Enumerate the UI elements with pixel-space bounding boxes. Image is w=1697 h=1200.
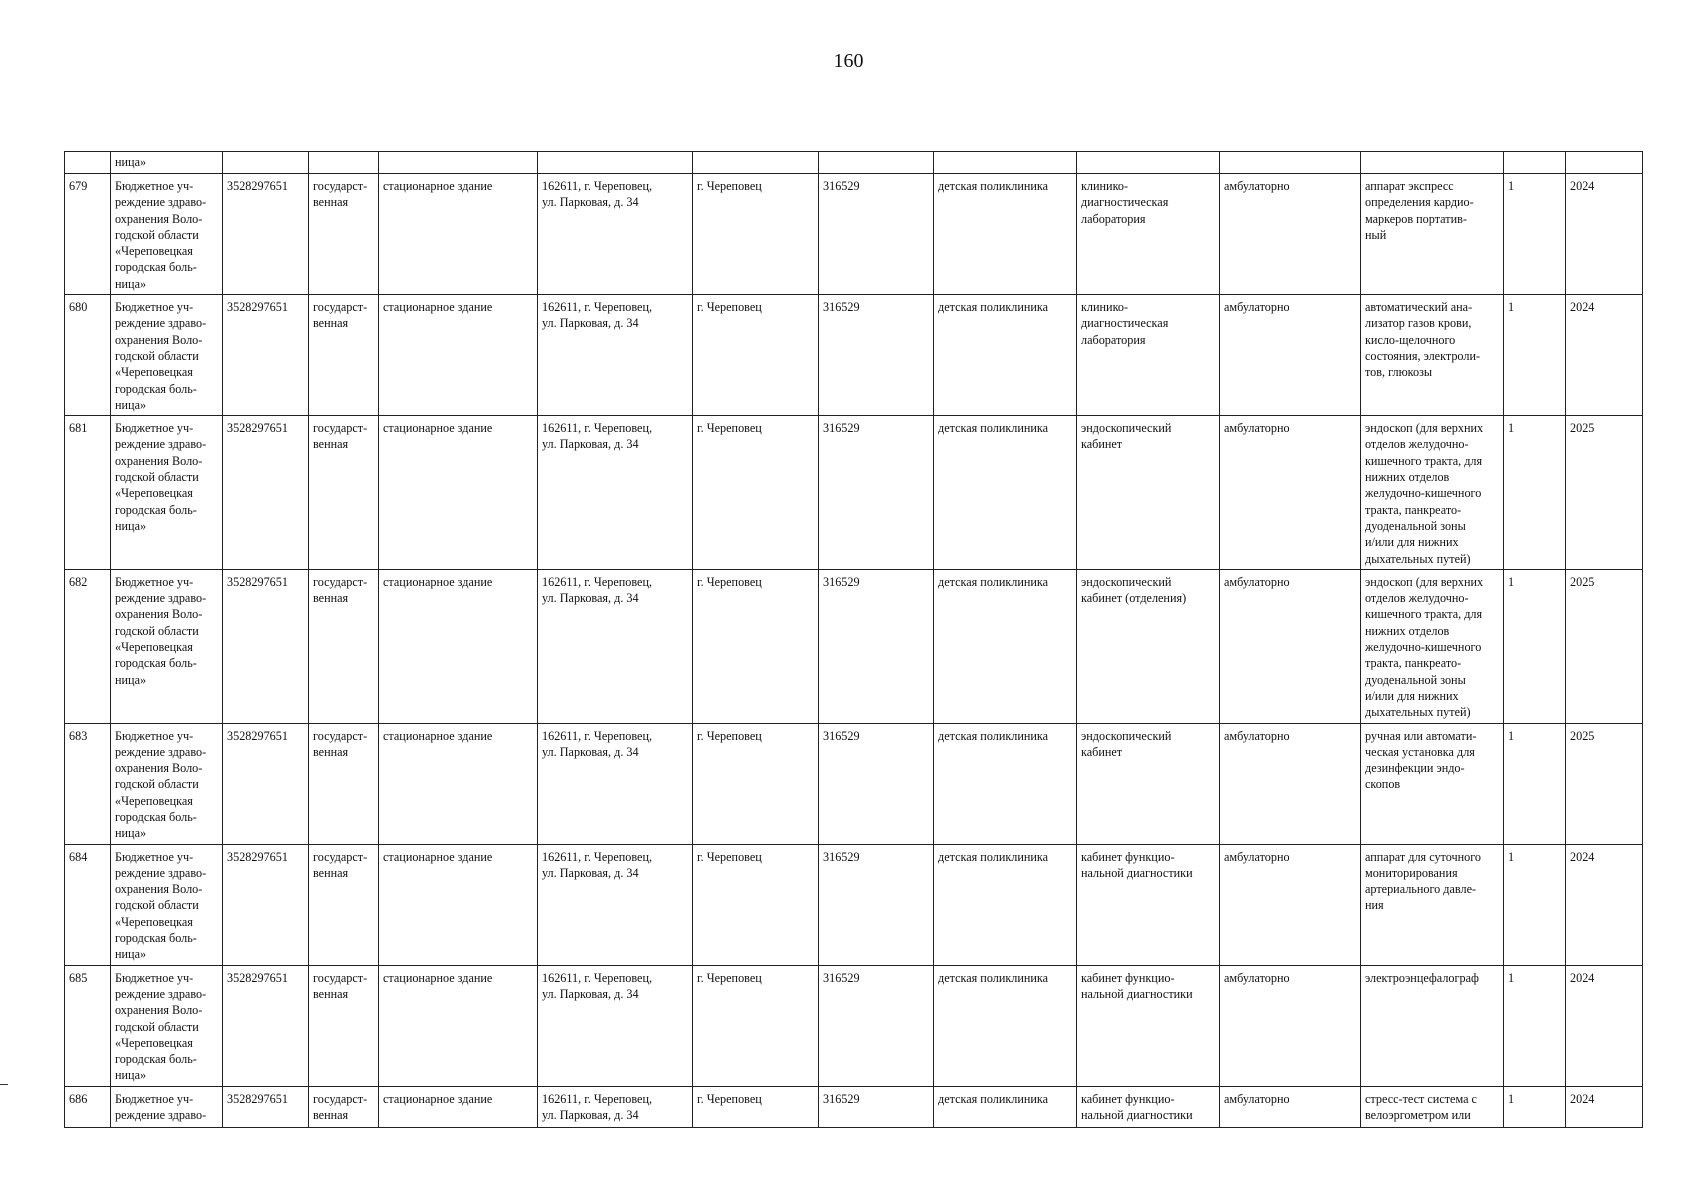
cell-address: 162611, г. Череповец, ул. Парковая, д. 34 — [538, 295, 693, 416]
cell-name: Бюджетное уч- реждение здраво- охранения Воло- годской области «Череповецкая городская боль- ница» — [111, 965, 223, 1086]
page-number: 160 — [833, 50, 864, 72]
cell-city — [693, 152, 819, 174]
cell-address: 162611, г. Череповец, ул. Парковая, д. 34 — [538, 844, 693, 965]
cell-building: стационарное здание — [379, 1086, 538, 1127]
margin-mark — [0, 1084, 8, 1085]
table-row — [65, 844, 1643, 965]
cell-building: стационарное здание — [379, 844, 538, 965]
cell-mode: амбулаторно — [1220, 723, 1361, 844]
cell-mode: амбулаторно — [1220, 844, 1361, 965]
cell-name: Бюджетное уч- реждение здраво- охранения Воло- годской области «Череповецкая городская боль- ница» — [111, 569, 223, 723]
cell-equipment: автоматический ана- лизатор газов крови, кисло-щелочного состояния, электроли- тов, глюкозы — [1361, 295, 1504, 416]
cell-qty: 1 — [1504, 723, 1566, 844]
cell-building: стационарное здание — [379, 174, 538, 295]
table-row — [65, 416, 1643, 570]
cell-city: г. Череповец — [693, 569, 819, 723]
cell-facility: детская поликлиника — [934, 569, 1077, 723]
cell-name: Бюджетное уч- реждение здраво- — [111, 1086, 223, 1127]
cell-inn: 3528297651 — [223, 295, 309, 416]
cell-qty: 1 — [1504, 174, 1566, 295]
cell-num: 680 — [65, 295, 111, 416]
cell-code: 316529 — [819, 569, 934, 723]
cell-unit: кабинет функцио- нальной диагностики — [1077, 1086, 1220, 1127]
cell-equipment: ручная или автомати- ческая установка для дезинфекции эндо- скопов — [1361, 723, 1504, 844]
cell-ownership: государст- венная — [309, 174, 379, 295]
table-row — [65, 723, 1643, 844]
cell-address: 162611, г. Череповец, ул. Парковая, д. 34 — [538, 569, 693, 723]
cell-inn: 3528297651 — [223, 965, 309, 1086]
cell-equipment: эндоскоп (для верхних отделов желудочно- кишечного тракта, для нижних отделов желудочно-кишечного тракта, панкреато- дуоденальной зоны и/или для нижних дыхательных путей) — [1361, 569, 1504, 723]
cell-unit: клинико- диагностическая лаборатория — [1077, 295, 1220, 416]
cell-inn: 3528297651 — [223, 723, 309, 844]
cell-num: 683 — [65, 723, 111, 844]
cell-name: ница» — [111, 152, 223, 174]
cell-mode — [1220, 152, 1361, 174]
cell-mode: амбулаторно — [1220, 569, 1361, 723]
cell-city: г. Череповец — [693, 174, 819, 295]
cell-code: 316529 — [819, 844, 934, 965]
cell-mode: амбулаторно — [1220, 295, 1361, 416]
cell-num: 682 — [65, 569, 111, 723]
cell-unit: эндоскопический кабинет — [1077, 723, 1220, 844]
cell-address: 162611, г. Череповец, ул. Парковая, д. 34 — [538, 416, 693, 570]
cell-num: 684 — [65, 844, 111, 965]
cell-year: 2024 — [1566, 1086, 1643, 1127]
cell-inn — [223, 152, 309, 174]
cell-name: Бюджетное уч- реждение здраво- охранения Воло- годской области «Череповецкая городская боль- ница» — [111, 844, 223, 965]
cell-qty — [1504, 152, 1566, 174]
cell-mode: амбулаторно — [1220, 416, 1361, 570]
cell-num: 681 — [65, 416, 111, 570]
table-row — [65, 965, 1643, 1086]
cell-building: стационарное здание — [379, 965, 538, 1086]
cell-inn: 3528297651 — [223, 174, 309, 295]
cell-code: 316529 — [819, 965, 934, 1086]
cell-code: 316529 — [819, 723, 934, 844]
cell-facility: детская поликлиника — [934, 295, 1077, 416]
cell-equipment: стресс-тест система с велоэргометром или — [1361, 1086, 1504, 1127]
cell-year — [1566, 152, 1643, 174]
cell-inn: 3528297651 — [223, 416, 309, 570]
cell-city: г. Череповец — [693, 295, 819, 416]
cell-city: г. Череповец — [693, 965, 819, 1086]
equipment-table — [64, 151, 1643, 1128]
cell-name: Бюджетное уч- реждение здраво- охранения Воло- годской области «Череповецкая городская боль- ница» — [111, 723, 223, 844]
cell-unit: клинико- диагностическая лаборатория — [1077, 174, 1220, 295]
cell-equipment — [1361, 152, 1504, 174]
cell-qty: 1 — [1504, 1086, 1566, 1127]
cell-name: Бюджетное уч- реждение здраво- охранения Воло- годской области «Череповецкая городская боль- ница» — [111, 295, 223, 416]
cell-code: 316529 — [819, 295, 934, 416]
cell-num: 686 — [65, 1086, 111, 1127]
cell-year: 2024 — [1566, 965, 1643, 1086]
table-row — [65, 1086, 1643, 1127]
cell-building: стационарное здание — [379, 295, 538, 416]
cell-year: 2025 — [1566, 416, 1643, 570]
cell-equipment: аппарат экспресс определения кардио- маркеров портатив- ный — [1361, 174, 1504, 295]
cell-num: 679 — [65, 174, 111, 295]
cell-code: 316529 — [819, 174, 934, 295]
cell-address: 162611, г. Череповец, ул. Парковая, д. 34 — [538, 965, 693, 1086]
cell-qty: 1 — [1504, 416, 1566, 570]
cell-facility: детская поликлиника — [934, 844, 1077, 965]
cell-inn: 3528297651 — [223, 1086, 309, 1127]
cell-mode: амбулаторно — [1220, 1086, 1361, 1127]
cell-code: 316529 — [819, 416, 934, 570]
cell-ownership: государст- венная — [309, 1086, 379, 1127]
cell-year: 2025 — [1566, 723, 1643, 844]
cell-equipment: аппарат для суточного мониторирования артериального давле- ния — [1361, 844, 1504, 965]
cell-year: 2024 — [1566, 174, 1643, 295]
cell-building: стационарное здание — [379, 723, 538, 844]
cell-year: 2024 — [1566, 844, 1643, 965]
cell-address: 162611, г. Череповец, ул. Парковая, д. 34 — [538, 174, 693, 295]
cell-qty: 1 — [1504, 965, 1566, 1086]
cell-inn: 3528297651 — [223, 569, 309, 723]
continuation-row — [65, 152, 1643, 174]
cell-code — [819, 152, 934, 174]
cell-unit: эндоскопический кабинет (отделения) — [1077, 569, 1220, 723]
cell-year: 2024 — [1566, 295, 1643, 416]
cell-num: 685 — [65, 965, 111, 1086]
cell-qty: 1 — [1504, 844, 1566, 965]
cell-num — [65, 152, 111, 174]
cell-unit: эндоскопический кабинет — [1077, 416, 1220, 570]
cell-address: 162611, г. Череповец, ул. Парковая, д. 34 — [538, 1086, 693, 1127]
cell-qty: 1 — [1504, 295, 1566, 416]
cell-city: г. Череповец — [693, 416, 819, 570]
cell-inn: 3528297651 — [223, 844, 309, 965]
table-row — [65, 295, 1643, 416]
cell-name: Бюджетное уч- реждение здраво- охранения Воло- годской области «Череповецкая городская боль- ница» — [111, 416, 223, 570]
cell-facility: детская поликлиника — [934, 174, 1077, 295]
cell-equipment: эндоскоп (для верхних отделов желудочно- кишечного тракта, для нижних отделов желудочно-кишечного тракта, панкреато- дуоденальной зоны и/или для нижних дыхательных путей) — [1361, 416, 1504, 570]
cell-building: стационарное здание — [379, 416, 538, 570]
cell-city: г. Череповец — [693, 1086, 819, 1127]
cell-ownership: государст- венная — [309, 295, 379, 416]
cell-unit: кабинет функцио- нальной диагностики — [1077, 844, 1220, 965]
cell-facility: детская поликлиника — [934, 1086, 1077, 1127]
cell-facility — [934, 152, 1077, 174]
cell-facility: детская поликлиника — [934, 416, 1077, 570]
cell-equipment: электроэнцефалограф — [1361, 965, 1504, 1086]
cell-address: 162611, г. Череповец, ул. Парковая, д. 34 — [538, 723, 693, 844]
cell-ownership: государст- венная — [309, 416, 379, 570]
cell-qty: 1 — [1504, 569, 1566, 723]
cell-city: г. Череповец — [693, 844, 819, 965]
cell-city: г. Череповец — [693, 723, 819, 844]
cell-address — [538, 152, 693, 174]
table-row — [65, 174, 1643, 295]
cell-ownership: государст- венная — [309, 723, 379, 844]
cell-building — [379, 152, 538, 174]
cell-mode: амбулаторно — [1220, 174, 1361, 295]
cell-ownership: государст- венная — [309, 965, 379, 1086]
table-row — [65, 569, 1643, 723]
cell-code: 316529 — [819, 1086, 934, 1127]
cell-mode: амбулаторно — [1220, 965, 1361, 1086]
cell-unit — [1077, 152, 1220, 174]
cell-ownership: государст- венная — [309, 569, 379, 723]
cell-unit: кабинет функцио- нальной диагностики — [1077, 965, 1220, 1086]
cell-name: Бюджетное уч- реждение здраво- охранения Воло- годской области «Череповецкая городская боль- ница» — [111, 174, 223, 295]
cell-year: 2025 — [1566, 569, 1643, 723]
cell-facility: детская поликлиника — [934, 965, 1077, 1086]
cell-ownership: государст- венная — [309, 844, 379, 965]
cell-ownership — [309, 152, 379, 174]
cell-building: стационарное здание — [379, 569, 538, 723]
cell-facility: детская поликлиника — [934, 723, 1077, 844]
